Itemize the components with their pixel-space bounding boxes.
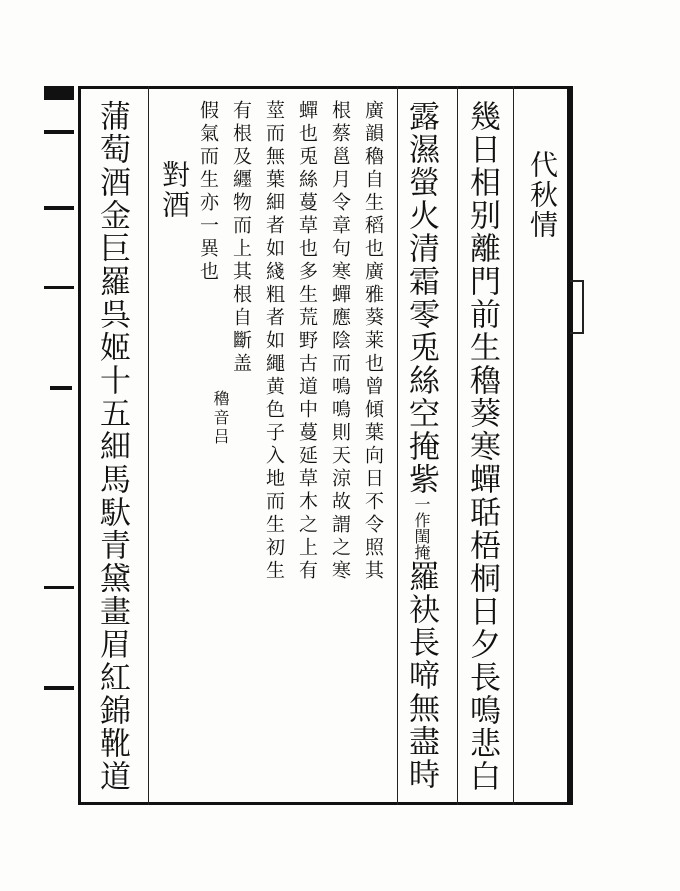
poem-text: 露濕螢火清霜零兎絲空掩紫	[403, 100, 439, 496]
commentary-line: 莖而無葉細者如綫粗者如繩黄色子入地而生初生	[263, 100, 285, 583]
poem-line	[403, 100, 439, 791]
commentary-text: 有根及纒物而上其根自斷盖	[230, 100, 252, 376]
commentary-line	[231, 100, 250, 376]
column-rule	[397, 86, 398, 805]
commentary-line: 廣韻穭自生稻也廣雅葵莱也曾傾葉向日不令照其	[362, 100, 384, 583]
column-rule	[513, 86, 514, 805]
frame-ear	[570, 280, 584, 334]
column-rule	[457, 86, 458, 805]
commentary-line: 根蔡邕月令章句寒蟬應陰而鳴鳴則天涼故謂之寒	[329, 100, 351, 583]
poem-title: 代秋情	[526, 150, 559, 240]
page-edge-scan-artifact	[40, 86, 80, 805]
poem-title: 對酒	[158, 160, 191, 220]
commentary-line: 蟬也兎絲蔓草也多生荒野古道中蔓延草木之上有	[296, 100, 318, 583]
frame-right-bar	[570, 86, 581, 805]
poem-line: 幾日相别離門前生穭葵寒蟬聒梧桐日夕長鳴悲白	[464, 100, 500, 793]
variant-note: 一作閨掩	[412, 496, 431, 560]
column-rule	[148, 86, 149, 805]
pronunciation-note: 穭音吕	[211, 390, 230, 447]
poem-text: 羅袂長啼無盡時	[403, 560, 439, 791]
commentary-line: 假氣而生亦一異也	[197, 100, 219, 284]
poem-line: 蒲萄酒金巨羅呉姬十五細馬馱青黛畫眉紅錦靴道	[94, 100, 130, 793]
